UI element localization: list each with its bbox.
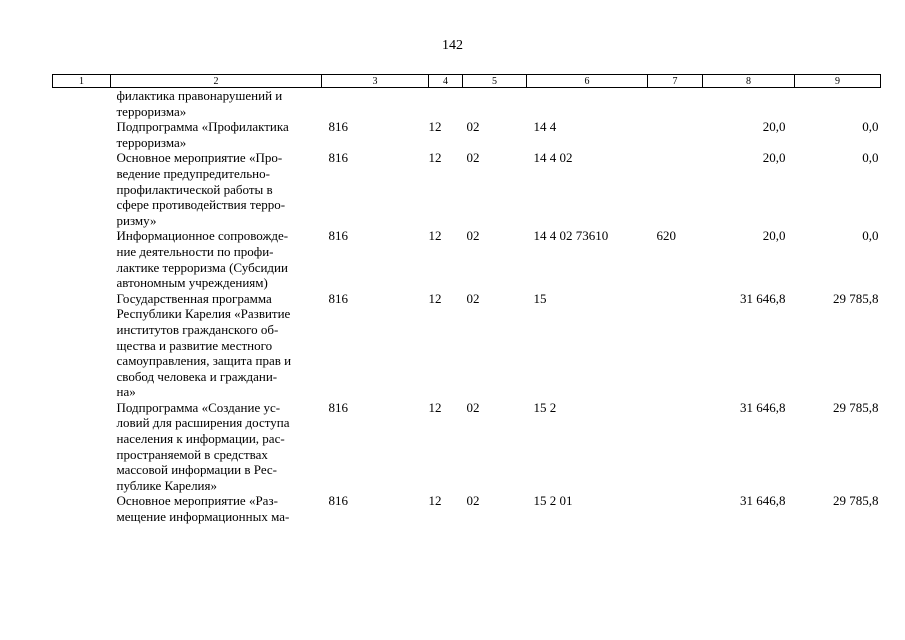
row-sum-1: 31 646,8 — [740, 290, 786, 306]
row-grbs: 816 — [328, 290, 348, 306]
column-header-5: 5 — [463, 75, 527, 88]
table-row — [53, 400, 881, 494]
row-subsection — [463, 88, 527, 120]
table-row — [53, 119, 881, 150]
row-name: Информационное сопровожде- ние деятельности по профи- лактике терроризма (Субсидии автономным учреждениям) — [116, 228, 289, 291]
row-grbs: 816 — [328, 228, 348, 244]
row-section: 12 — [428, 290, 442, 306]
column-header-3: 3 — [322, 75, 429, 88]
row-section: 12 — [428, 493, 442, 509]
row-section: 12 — [428, 150, 442, 166]
row-subsection: 02 — [466, 228, 480, 244]
row-expense-type — [648, 493, 703, 524]
row-sum-1: 20,0 — [762, 150, 786, 166]
row-target-article: 14 4 02 — [533, 150, 573, 166]
row-target-article: 15 — [533, 290, 547, 306]
table-row — [53, 228, 881, 290]
column-header-6: 6 — [527, 75, 648, 88]
column-header-4: 4 — [429, 75, 463, 88]
row-target-article: 15 2 01 — [533, 493, 573, 509]
row-expense-type — [648, 291, 703, 400]
row-sum-1: 20,0 — [762, 228, 786, 244]
table-row — [53, 493, 881, 524]
row-grbs: 816 — [328, 150, 348, 166]
column-header-1: 1 — [53, 75, 111, 88]
row-sum-2: 29 785,8 — [833, 290, 879, 306]
table-row — [53, 88, 881, 120]
row-target-article: 15 2 — [533, 399, 557, 415]
row-subsection: 02 — [466, 290, 480, 306]
row-sum-1: 20,0 — [762, 119, 786, 135]
row-sum-2: 29 785,8 — [833, 399, 879, 415]
row-subsection: 02 — [466, 150, 480, 166]
row-subsection: 02 — [466, 119, 480, 135]
row-expense-type — [648, 150, 703, 228]
row-sum-1: 31 646,8 — [740, 493, 786, 509]
row-subsection: 02 — [466, 493, 480, 509]
row-grbs: 816 — [328, 399, 348, 415]
row-subsection: 02 — [466, 399, 480, 415]
row-grbs: 816 — [328, 493, 348, 509]
row-sum-2: 0,0 — [862, 119, 879, 135]
row-sum-2 — [795, 88, 881, 120]
row-sum-2: 0,0 — [862, 228, 879, 244]
row-section — [429, 88, 463, 120]
table-row — [53, 150, 881, 228]
row-grbs — [322, 88, 429, 120]
column-header-9: 9 — [795, 75, 881, 88]
row-name: Основное мероприятие «Про- ведение предупредительно- профилактической работы в сфере противодействия терро- ризму» — [116, 150, 286, 228]
page-number: 142 — [442, 38, 463, 53]
row-name: Основное мероприятие «Раз- мещение информационных ма- — [116, 493, 290, 525]
column-header-2: 2 — [111, 75, 322, 88]
row-target-article — [527, 88, 648, 120]
row-section: 12 — [428, 399, 442, 415]
row-sum-2: 0,0 — [862, 150, 879, 166]
budget-table — [52, 74, 881, 525]
row-name: Подпрограмма «Профилактика терроризма» — [116, 119, 289, 150]
row-expense-type — [648, 88, 703, 120]
row-target-article: 14 4 — [533, 119, 557, 135]
table-row — [53, 291, 881, 400]
column-header-7: 7 — [648, 75, 703, 88]
row-section: 12 — [428, 119, 442, 135]
row-name: Подпрограмма «Создание ус- ловий для расширения доступа населения к информации, рас- пространяемой в средствах массовой информации в Рес- публике Карелия» — [116, 399, 290, 493]
row-expense-type — [648, 400, 703, 494]
row-expense-type: 620 — [656, 228, 676, 244]
row-sum-1: 31 646,8 — [740, 399, 786, 415]
row-sum-2: 29 785,8 — [833, 493, 879, 509]
row-target-article: 14 4 02 73610 — [533, 228, 609, 244]
row-name: филактика правонарушений и терроризма» — [116, 88, 283, 119]
column-header-8: 8 — [703, 75, 795, 88]
column-number-row — [53, 75, 881, 88]
row-section: 12 — [428, 228, 442, 244]
row-grbs: 816 — [328, 119, 348, 135]
row-name: Государственная программа Республики Карелия «Развитие институтов гражданского об- щества и развитие местного самоуправления, защита прав и свобод человека и граждани- на» — [116, 290, 292, 400]
row-expense-type — [648, 119, 703, 150]
row-sum-1 — [703, 88, 795, 120]
